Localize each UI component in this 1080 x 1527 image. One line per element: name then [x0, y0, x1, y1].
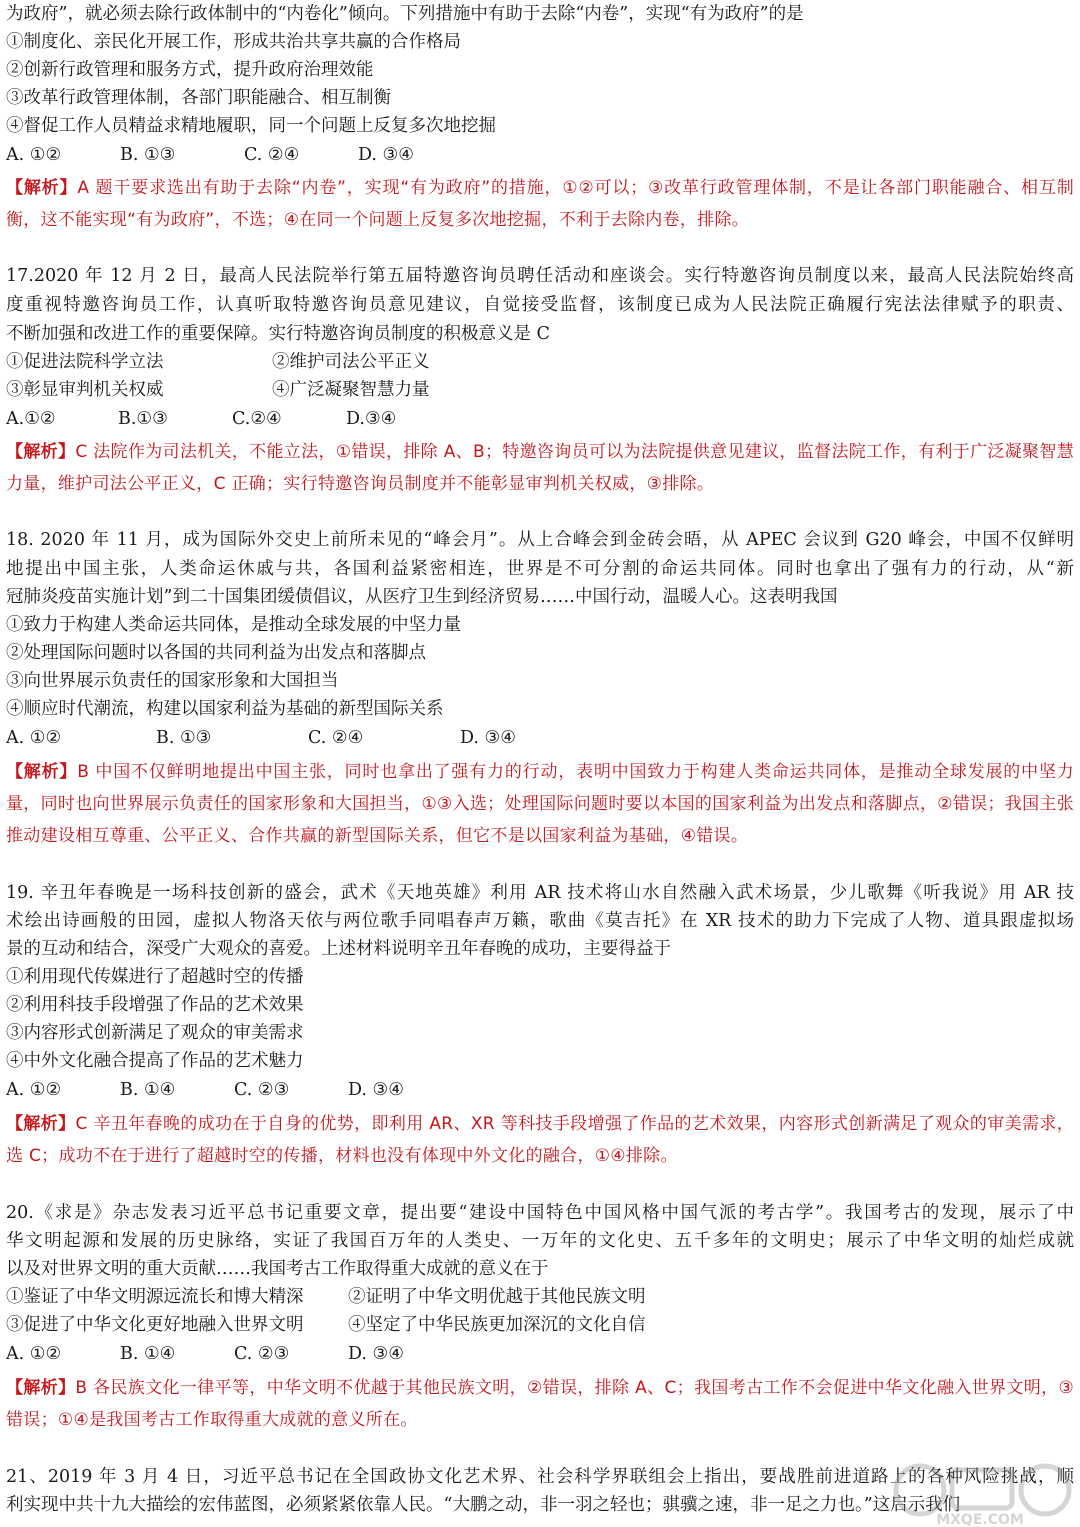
- analysis-tag: 【解析】: [6, 1114, 76, 1134]
- q16-item-2: ②创新行政管理和服务方式，提升政府治理效能: [6, 60, 374, 80]
- q16-item-1: ①制度化、亲民化开展工作，形成共治共享共赢的合作格局: [6, 32, 461, 52]
- q20-options: [6, 1340, 1074, 1368]
- q20-item-4: ④坚定了中华民族更加深沉的文化自信: [348, 1315, 646, 1335]
- analysis-tag: 【解析】: [6, 178, 78, 198]
- q19-option-b: B. ①④: [120, 1080, 176, 1100]
- q21-stem-line-1: 21、2019 年 3 月 4 日，习近平总书记在全国政协文化艺术界、社会科学界联组会上指出，要战胜前进道路上的各种风险挑战，顺: [6, 1467, 1074, 1487]
- q18-stem-line-1: 18. 2020 年 11 月，成为国际外交史上前所未见的“峰会月”。从上合峰会到金砖会晤，从 APEC 会议到 G20 峰会，中国不仅鲜明: [6, 530, 1074, 550]
- q19-option-a: A. ①②: [6, 1080, 62, 1100]
- q17-option-c: C.②④: [232, 409, 282, 429]
- q16-item-4: ④督促工作人员精益求精地履职，同一个问题上反复多次地挖掘: [6, 116, 496, 136]
- q19-item-3: ③内容形式创新满足了观众的审美需求: [6, 1023, 304, 1043]
- q20-stem-line-3: 以及对世界文明的重大贡献……我国考古工作取得重大成就的意义在于: [6, 1259, 549, 1279]
- q17-items-row-1: [6, 348, 1074, 376]
- q19-option-d: D. ③④: [348, 1080, 404, 1100]
- q16-option-b: B. ①③: [120, 145, 176, 165]
- q19-options: [6, 1076, 1074, 1104]
- q17-item-2: ②维护司法公平正义: [272, 352, 430, 372]
- q18-item-1: ①致力于构建人类命运共同体，是推动全球发展的中坚力量: [6, 615, 461, 635]
- q20-analysis-text: B 各民族文化一律平等，中华文明不优越于其他民族文明，②错误，排除 A、C；我国考古工作不会促进中华文化融入世界文明，③错误；①④是我国考古工作取得重大成就的意义所在。: [6, 1378, 1074, 1430]
- q16-option-c: C. ②④: [244, 145, 300, 165]
- q20-stem-line-1: 20.《求是》杂志发表习近平总书记重要文章，提出要“建设中国特色中国风格中国气派的考古学”。我国考古的发现，展示了中: [6, 1203, 1074, 1223]
- q18-analysis-text: B 中国不仅鲜明地提出中国主张，同时也拿出了强有力的行动，表明中国致力于构建人类命运共同体，是推动全球发展的中坚力量，同时也向世界展示负责任的国家形象和大国担当，①③入选；处理国际问题时要以本国的国家利益为出发点和落脚点，②错误；我国主张推动建设相互尊重、公平正义、合作共赢的新型国际关系，但它不是以国家利益为基础，④错误。: [6, 762, 1074, 846]
- q21-stem-line-2: 利实现中共十九大描绘的宏伟蓝图，必须紧紧依靠人民。“大鹏之动，非一羽之轻也；骐骥之速，非一足之力也。”这启示我们: [6, 1495, 961, 1515]
- q16-item-3: ③改革行政管理体制，各部门职能融合、相互制衡: [6, 88, 391, 108]
- q17-options: [6, 405, 1074, 433]
- q18-option-a: A. ①②: [6, 728, 62, 748]
- q18-stem-line-3: 冠肺炎疫苗实施计划”到二十国集团缓债倡议，从医疗卫生到经济贸易……中国行动，温暖人心。这表明我国: [6, 587, 838, 607]
- q18-item-4: ④顺应时代潮流，构建以国家利益为基础的新型国际关系: [6, 699, 444, 719]
- q17-item-4: ④广泛凝聚智慧力量: [272, 380, 430, 400]
- q17-stem-line-2: 度重视特邀咨询员工作，认真听取特邀咨询员意见建议，自觉接受监督，该制度已成为人民法院正确履行宪法法律赋予的职责、: [6, 295, 1074, 315]
- q19-stem-line-2: 术绘出诗画般的田园，虚拟人物洛天依与两位歌手同唱春声万籁，歌曲《莫吉托》在 XR 技术的助力下完成了人物、道具跟虚拟场: [6, 911, 1074, 931]
- q20-items-row-1: [6, 1283, 1074, 1311]
- q20-option-a: A. ①②: [6, 1344, 62, 1364]
- q17-stem-line-3: 不断加强和改进工作的重要保障。实行特邀咨询员制度的积极意义是 C: [6, 324, 550, 344]
- q20-analysis: [6, 1372, 1074, 1436]
- q19-stem-line-3: 景的互动和结合，深受广大观众的喜爱。上述材料说明辛丑年春晚的成功，主要得益于: [6, 939, 671, 959]
- q17-option-d: D.③④: [346, 409, 397, 429]
- q18-item-3: ③向世界展示负责任的国家形象和大国担当: [6, 671, 339, 691]
- q17-option-b: B.①③: [118, 409, 168, 429]
- analysis-tag: 【解析】: [6, 442, 76, 462]
- q20-item-3: ③促进了中华文化更好地融入世界文明: [6, 1315, 304, 1335]
- q19-stem-line-1: 19. 辛丑年春晚是一场科技创新的盛会，武术《天地英雄》利用 AR 技术将山水自然融入武术场景，少儿歌舞《听我说》用 AR 技: [6, 883, 1074, 903]
- q16-analysis-text: A 题干要求选出有助于去除“内卷”，实现“有为政府”的措施，①②可以；③改革行政管理体制，不是让各部门职能融合、相互制衡，这不能实现“有为政府”，不选；④在同一个问题上反复多次地挖掘，不利于去除内卷，排除。: [6, 178, 1074, 230]
- analysis-tag: 【解析】: [6, 762, 78, 782]
- q18-analysis: [6, 756, 1074, 852]
- q18-stem-line-2: 地提出中国主张，人类命运休戚与共，各国利益紧密相连，世界是不可分割的命运共同体。同时也拿出了强有力的行动，从“新: [6, 559, 1074, 579]
- q16-options: [6, 141, 1074, 169]
- q20-option-d: D. ③④: [348, 1344, 404, 1364]
- q16-option-a: A. ①②: [6, 145, 62, 165]
- q19-analysis: [6, 1108, 1074, 1172]
- q18-option-c: C. ②④: [308, 728, 364, 748]
- q16-option-d: D. ③④: [358, 145, 414, 165]
- q19-item-4: ④中外文化融合提高了作品的艺术魅力: [6, 1051, 304, 1071]
- q20-stem-line-2: 华文明起源和发展的历史脉络，实证了我国百万年的人类史、一万年的文化史、五千多年的文明史；展示了中华文明的灿烂成就: [6, 1231, 1074, 1251]
- q17-stem-line-1: 17.2020 年 12 月 2 日，最高人民法院举行第五届特邀咨询员聘任活动和座谈会。实行特邀咨询员制度以来，最高人民法院始终高: [6, 266, 1074, 286]
- q20-item-2: ②证明了中华文明优越于其他民族文明: [348, 1287, 646, 1307]
- q19-option-c: C. ②③: [234, 1080, 290, 1100]
- q17-option-a: A.①②: [6, 409, 56, 429]
- q17-analysis: [6, 436, 1074, 500]
- q19-item-2: ②利用科技手段增强了作品的艺术效果: [6, 995, 304, 1015]
- q16-stem: 为政府”，就必须去除行政体制中的“内卷化”倾向。下列措施中有助于去除“内卷”，实现“有为政府”的是: [6, 4, 804, 24]
- q18-option-d: D. ③④: [460, 728, 516, 748]
- watermark-text: MXQE.COM: [936, 1512, 1024, 1527]
- q17-item-1: ①促进法院科学立法: [6, 352, 164, 372]
- analysis-tag: 【解析】: [6, 1378, 76, 1398]
- watermark-logo: [880, 1460, 1080, 1527]
- q17-items-row-2: [6, 376, 1074, 404]
- q19-analysis-text: C 辛丑年春晚的成功在于自身的优势，即利用 AR、XR 等科技手段增强了作品的艺术效果，内容形式创新满足了观众的审美需求，选 C；成功不在于进行了超越时空的传播，材料也没有体现中外文化的融合，①④排除。: [6, 1114, 1075, 1166]
- q20-items-row-2: [6, 1311, 1074, 1339]
- q16-analysis: [6, 172, 1074, 236]
- q19-item-1: ①利用现代传媒进行了超越时空的传播: [6, 967, 304, 987]
- q20-option-b: B. ①④: [120, 1344, 176, 1364]
- q20-option-c: C. ②③: [234, 1344, 290, 1364]
- q18-options: [6, 724, 1074, 752]
- q18-item-2: ②处理国际问题时以各国的共同利益为出发点和落脚点: [6, 643, 426, 663]
- q20-item-1: ①鉴证了中华文明源远流长和博大精深: [6, 1287, 304, 1307]
- q18-option-b: B. ①③: [156, 728, 212, 748]
- q17-item-3: ③彰显审判机关权威: [6, 380, 164, 400]
- q17-analysis-text: C 法院作为司法机关，不能立法，①错误，排除 A、B；特邀咨询员可以为法院提供意见建议，监督法院工作，有利于广泛凝聚智慧力量，维护司法公平正义，C 正确；实行特邀咨询员制度并不能彰显审判机关权威，③排除。: [6, 442, 1074, 494]
